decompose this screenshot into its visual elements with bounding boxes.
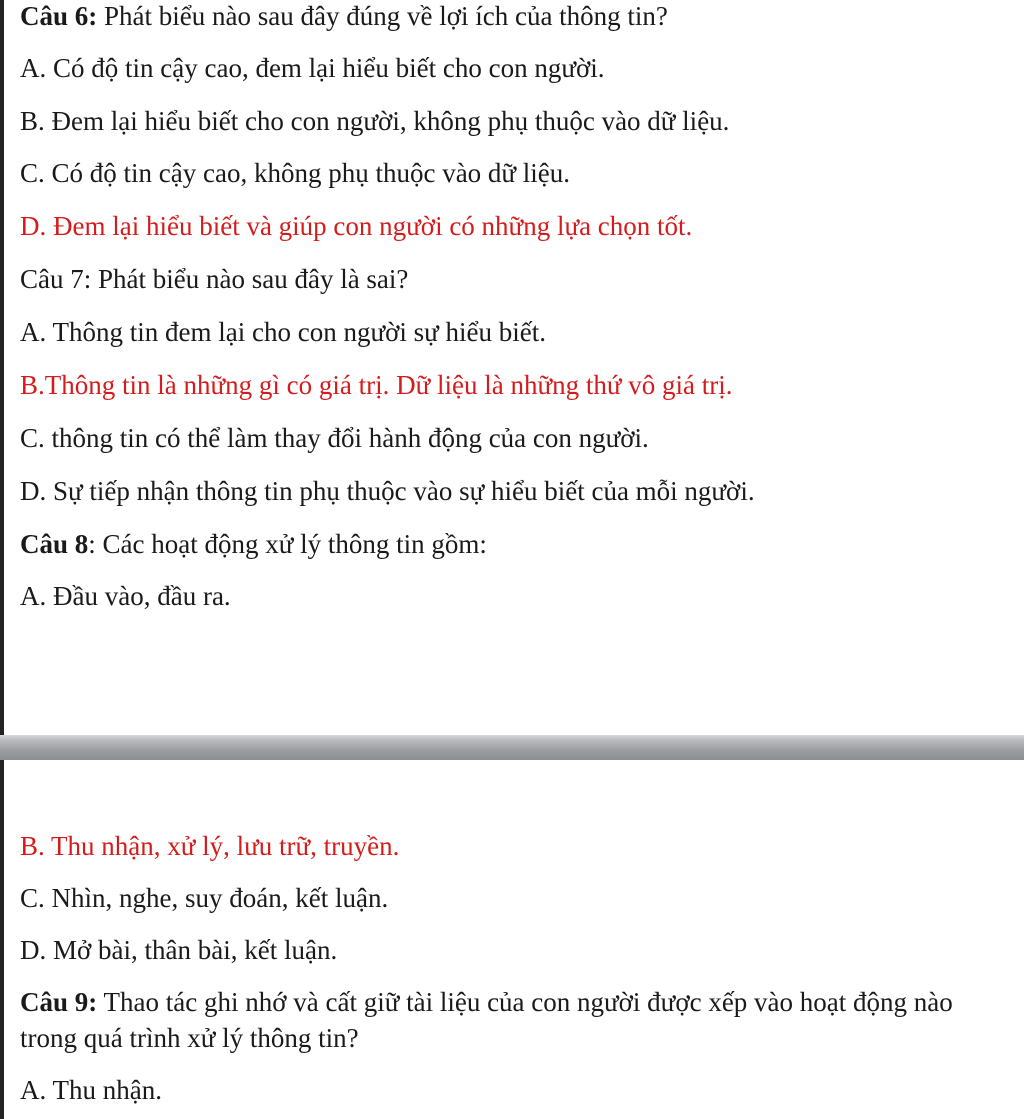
question-9 — [20, 984, 1000, 1056]
q7-option-d: D. Sự tiếp nhận thông tin phụ thuộc vào sự hiểu biết của mỗi người. — [20, 476, 755, 506]
q6-option-d-answer: D. Đem lại hiểu biết và giúp con người có những lựa chọn tốt. — [20, 211, 693, 241]
document-page-top — [20, 0, 1018, 735]
question-9-text: Thao tác ghi nhớ và cất giữ tài liệu của con người được xếp vào hoạt động nào trong quá trình xử lý thông tin? — [20, 987, 953, 1053]
q8-option-d: D. Mở bài, thân bài, kết luận. — [20, 935, 338, 965]
q8-option-a: A. Đầu vào, đầu ra. — [20, 581, 231, 611]
question-8 — [20, 528, 487, 560]
question-8-label: Câu 8 — [20, 529, 89, 559]
q7-option-c: C. thông tin có thể làm thay đổi hành động của con người. — [20, 423, 649, 453]
q9-option-a: A. Thu nhận. — [20, 1075, 162, 1105]
page-break-gap — [0, 735, 1024, 760]
question-6-label: Câu 6: — [20, 1, 98, 31]
question-8-text: : Các hoạt động xử lý thông tin gồm: — [88, 529, 487, 559]
question-9-label: Câu 9: — [20, 987, 98, 1017]
q6-option-c: C. Có độ tin cậy cao, không phụ thuộc vào dữ liệu. — [20, 158, 571, 188]
q6-option-a: A. Có độ tin cậy cao, đem lại hiểu biết cho con người. — [20, 53, 605, 83]
document-left-border — [0, 0, 4, 1119]
q7-option-b-answer: B.Thông tin là những gì có giá trị. Dữ liệu là những thứ vô giá trị. — [20, 370, 733, 400]
question-6-text: Phát biểu nào sau đây đúng về lợi ích của thông tin? — [97, 1, 668, 31]
document-page-bottom — [20, 760, 1018, 1119]
question-7: Câu 7: Phát biểu nào sau đây là sai? — [20, 264, 409, 294]
q8-option-b-answer: B. Thu nhận, xử lý, lưu trữ, truyền. — [20, 831, 400, 861]
q6-option-b: B. Đem lại hiểu biết cho con người, không phụ thuộc vào dữ liệu. — [20, 106, 730, 136]
q7-option-a: A. Thông tin đem lại cho con người sự hiểu biết. — [20, 317, 546, 347]
q8-option-c: C. Nhìn, nghe, suy đoán, kết luận. — [20, 883, 389, 913]
question-6 — [20, 0, 668, 32]
